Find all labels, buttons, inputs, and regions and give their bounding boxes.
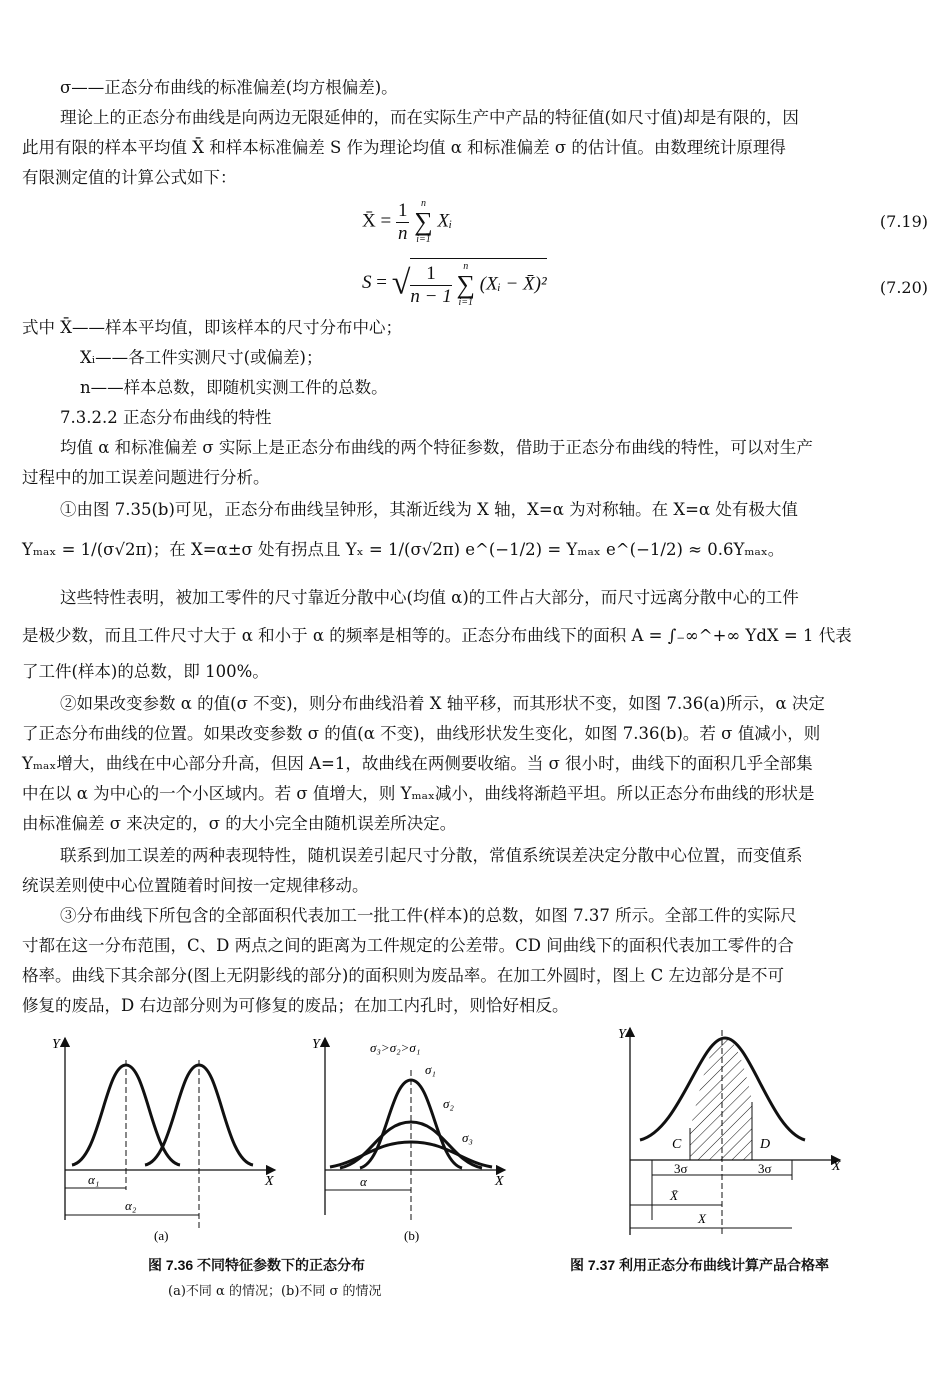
equation-7-19: X̄ = $\frac{1}{n}$ n ∑ i=1 Xᵢ: [362, 198, 453, 245]
figure-subcaption: (a)不同 α 的情况；(b)不同 σ 的情况: [168, 1284, 382, 1299]
text-line: 了正态分布曲线的位置。如果改变参数 σ 的值(α 不变)，曲线形状发生变化，如图 7.36(b)。若 σ 值减小，则: [22, 724, 821, 743]
sigma1-label: σ₁: [425, 1062, 436, 1077]
text-line: 此用有限的样本平均值 X̄ 和样本标准偏差 S 作为理论均值 α 和标准偏差 σ 的估计值。由数理统计原理得: [22, 138, 786, 157]
x-axis-label: X: [265, 1174, 274, 1189]
equation-7-20: S = √ $\frac{1}{n - 1}$ n ∑ i=1 (Xᵢ − X̄)²: [362, 258, 547, 309]
text-line: 了工件(样本)的总数，即 100%。: [22, 662, 269, 681]
three-sigma-right-label: 3σ: [758, 1161, 772, 1176]
alpha1-label: α₁: [88, 1172, 100, 1187]
text-line: 式中 X̄——样本平均值，即该样本的尺寸分布中心；: [22, 318, 402, 337]
text-line: ②如果改变参数 α 的值(σ 不变)，则分布曲线沿着 X 轴平移，而其形状不变，如图 7.36(a)所示，α 决定: [60, 694, 825, 713]
text-line: 过程中的加工误差问题进行分析。: [22, 468, 270, 487]
figure-caption: 图 7.36 不同特征参数下的正态分布: [148, 1257, 366, 1273]
text-line: 联系到加工误差的两种表现特性，随机误差引起尺寸分散，常值系统误差决定分散中心位置，而变值系: [60, 846, 803, 865]
eq-lhs: S: [362, 271, 372, 293]
sqrt-body: $\frac{1}{n - 1}$ n ∑ i=1 (Xᵢ − X̄)²: [410, 258, 546, 309]
alpha-label: α: [360, 1174, 367, 1189]
text-line: σ——正态分布曲线的标准偏差(均方根偏差)。: [60, 78, 398, 97]
text-line: 寸都在这一分布范围，C、D 两点之间的距离为工件规定的公差带。CD 间曲线下的面积代表加工零件的合: [22, 936, 794, 955]
text-line: 由标准偏差 σ 来决定的，σ 的大小完全由随机误差所决定。: [22, 814, 457, 833]
text-line: 均值 α 和标准偏差 σ 实际上是正态分布曲线的两个特征参数，借助于正态分布曲线的特性，可以对生产: [60, 438, 813, 457]
text-line: ①由图 7.35(b)可见，正态分布曲线呈钟形，其渐近线为 X 轴，X=α 为对称轴。在 X=α 处有极大值: [60, 500, 798, 519]
figure-7-36: [0, 1030, 560, 1250]
text-line: 有限测定值的计算公式如下：: [22, 168, 237, 187]
C-label: C: [672, 1137, 682, 1152]
eq-lhs: X̄: [362, 210, 376, 232]
tolerance-area: [690, 1038, 752, 1160]
text-line: 是极少数，而且工件尺寸大于 α 和小于 α 的频率是相等的。正态分布曲线下的面积 A = ∫₋∞^+∞ YdX = 1 代表: [22, 626, 852, 645]
y-axis-label: Y: [52, 1037, 60, 1052]
figure-7-37: [600, 1020, 860, 1250]
text-line: 统误差则使中心位置随着时间按一定规律移动。: [22, 876, 369, 895]
eq-fraction: $\frac{1}{n}$: [397, 199, 408, 244]
y-axis-label: Y: [312, 1037, 320, 1052]
text-line: Yₘₐₓ增大，曲线在中心部分升高，但因 A=1，故曲线在两侧要收缩。当 σ 很小时，曲线下的面积几乎全部集: [22, 754, 813, 773]
text-line: Xᵢ——各工件实测尺寸(或偏差)；: [80, 348, 323, 367]
sub-b-label: (b): [404, 1228, 420, 1243]
eq-body: Xᵢ: [437, 210, 453, 232]
text-line: Yₘₐₓ = 1/(σ√2π)；在 X=α±σ 处有拐点且 Yₓ = 1/(σ√2π) e^(−1/2) = Yₘₐₓ e^(−1/2) ≈ 0.6Yₘₐₓ。: [22, 540, 785, 559]
text-line: 理论上的正态分布曲线是向两边无限延伸的，而在实际生产中产品的特征值(如尺寸值)却是有限的，因: [60, 108, 799, 127]
section-heading: 7.3.2.2 正态分布曲线的特性: [60, 408, 272, 427]
sigma3-label: σ₃: [462, 1130, 473, 1145]
equation-number: (7.19): [879, 212, 928, 231]
three-sigma-left-label: 3σ: [674, 1161, 688, 1176]
sigma2-label: σ₂: [443, 1096, 454, 1111]
x-axis-label: X: [495, 1174, 504, 1189]
sub-a-label: (a): [154, 1228, 169, 1243]
sum-symbol: n ∑ i=1: [414, 198, 433, 245]
xbar-label: X̄: [670, 1188, 678, 1203]
text-line: 这些特性表明，被加工零件的尺寸靠近分散中心(均值 α)的工件占大部分，而尺寸远离分散中心的工件: [60, 588, 799, 607]
text-line: ③分布曲线下所包含的全部面积代表加工一批工件(样本)的总数，如图 7.37 所示。全部工件的实际尺: [60, 906, 797, 925]
text-line: 中在以 α 为中心的一个小区域内。若 σ 值增大，则 Yₘₐₓ减小，曲线将渐趋平坦。所以正态分布曲线的形状是: [22, 784, 815, 803]
X-label: X: [698, 1211, 706, 1226]
text-line: n——样本总数，即随机实测工件的总数。: [80, 378, 388, 397]
text-line: 格率。曲线下其余部分(图上无阴影线的部分)的面积则为废品率。在加工外圆时，图上 C 左边部分是不可: [22, 966, 784, 985]
text-line: 修复的废品，D 右边部分则为可修复的废品；在加工内孔时，则恰好相反。: [22, 996, 569, 1015]
D-label: D: [760, 1137, 771, 1152]
alpha2-label: α₂: [125, 1198, 137, 1213]
figure-caption: 图 7.37 利用正态分布曲线计算产品合格率: [570, 1257, 830, 1273]
y-axis-label: Y: [618, 1027, 626, 1042]
x-axis-label: X: [832, 1159, 841, 1174]
equation-number: (7.20): [879, 278, 928, 297]
sigma-relation: σ₃>σ₂>σ₁: [370, 1040, 421, 1055]
